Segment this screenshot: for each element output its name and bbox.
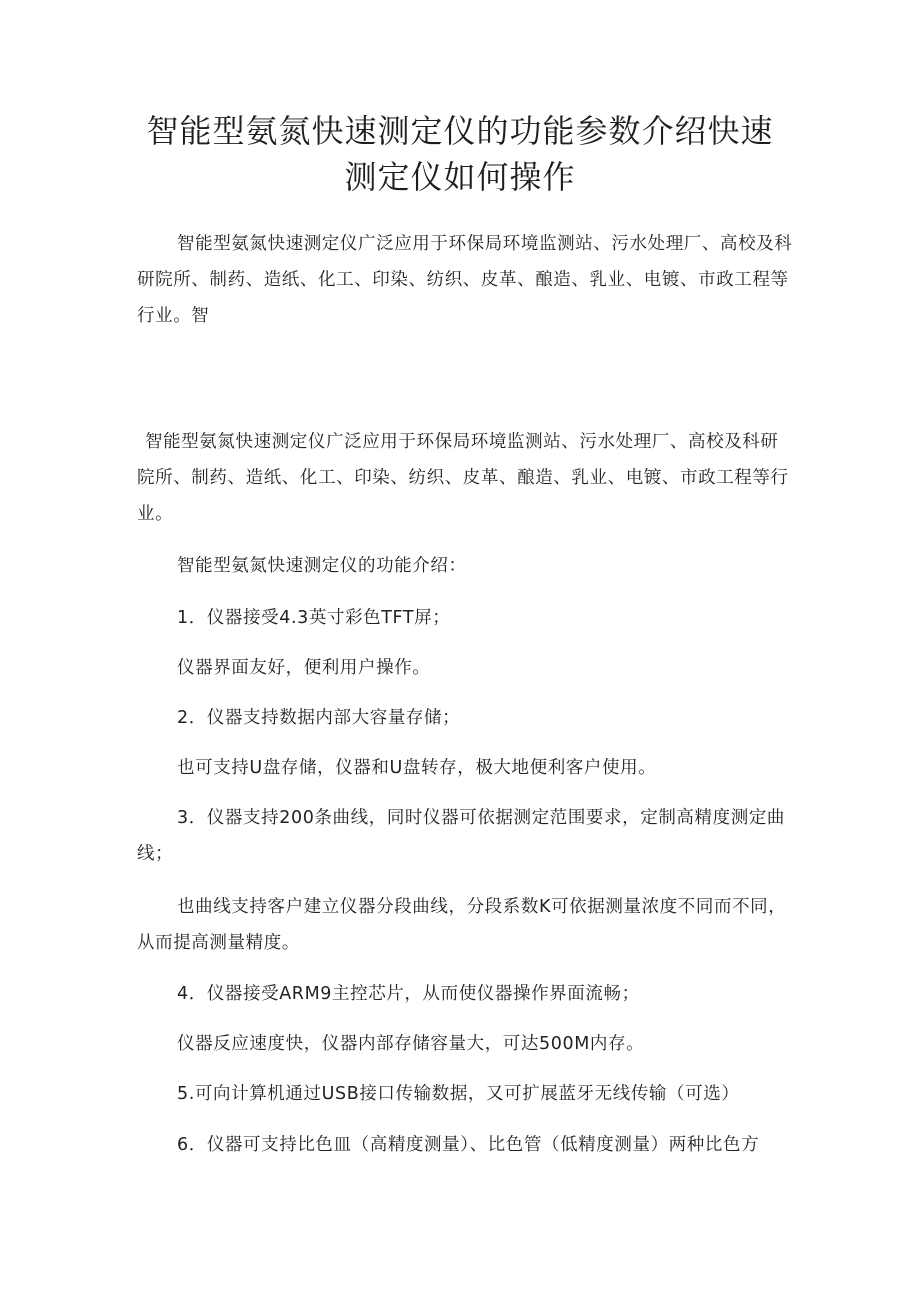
paragraph-intro-2: 智能型氨氮快速测定仪广泛应用于环保局环境监测站、污水处理厂、高校及科研院所、制药、造纸、化工、印染、纺织、皮革、酿造、乳业、电镀、市政工程等行业。 (137, 432, 789, 524)
paragraph-item-2-detail: 也可支持U盘存储，仪器和U盘转存，极大地便利客户使用。 (177, 758, 657, 778)
paragraph-item-1-detail: 仪器界面友好，便利用户操作。 (177, 658, 431, 678)
paragraph-intro-1: 智能型氨氮快速测定仪广泛应用于环保局环境监测站、污水处理厂、高校及科研院所、制药、造纸、化工、印染、纺织、皮革、酿造、乳业、电镀、市政工程等行业。智 (137, 234, 793, 326)
paragraph-item-3: 3．仪器支持200条曲线，同时仪器可依据测定范围要求，定制高精度测定曲线； (137, 808, 786, 864)
paragraph-item-4-detail: 仪器反应速度快，仪器内部存储容量大，可达500M内存。 (177, 1034, 645, 1054)
paragraph-item-1: 1．仪器接受4.3英寸彩色TFT屏； (177, 608, 451, 628)
paragraph-item-4: 4．仪器接受ARM9主控芯片，从而使仪器操作界面流畅； (177, 984, 640, 1004)
title-line-2: 测定仪如何操作 (344, 158, 576, 196)
paragraph-item-5: 5.可向计算机通过USB接口传输数据，又可扩展蓝牙无线传输（可选） (177, 1084, 740, 1104)
paragraph-function-heading: 智能型氨氮快速测定仪的功能介绍： (177, 556, 467, 576)
title-line-1: 智能型氨氮快速测定仪的功能参数介绍快速 (146, 112, 774, 150)
paragraph-item-3-detail: 也曲线支持客户建立仪器分段曲线，分段系数K可依据测量浓度不同而不同，从而提高测量精度。 (137, 897, 787, 953)
paragraph-item-2: 2．仪器支持数据内部大容量存储； (177, 708, 461, 728)
document-title (120, 108, 800, 200)
paragraph-item-6: 6．仪器可支持比色皿（高精度测量）、比色管（低精度测量）两种比色方 (177, 1135, 760, 1155)
